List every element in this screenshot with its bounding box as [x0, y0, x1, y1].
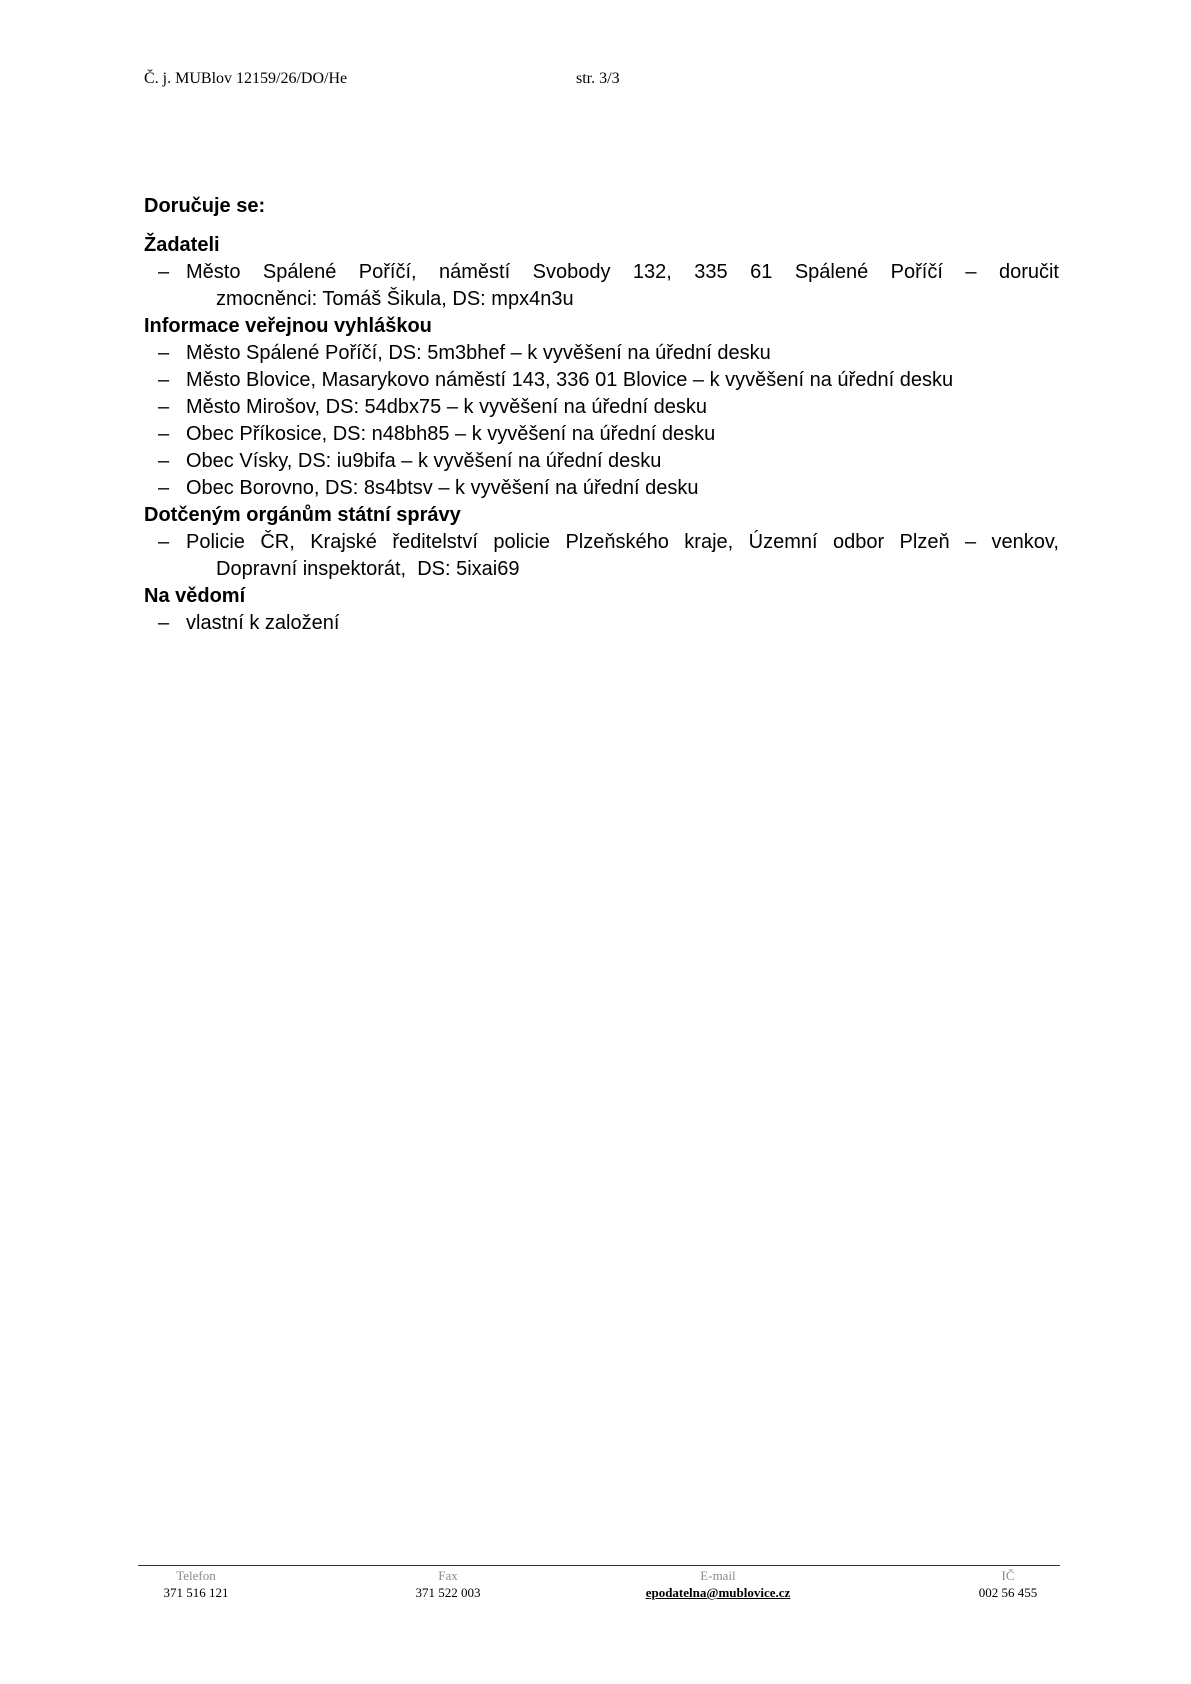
footer-email-link[interactable]: epodatelna@mublovice.cz [645, 1585, 791, 1600]
recipient-line: Policie ČR, Krajské ředitelství policie Plzeňského kraje, Územní odbor Plzeň – venkov, [186, 531, 1059, 553]
dash-bullet: – [158, 531, 170, 553]
recipient-line: Město Blovice, Masarykovo náměstí 143, 336 01 Blovice – k vyvěšení na úřední desku [186, 369, 954, 391]
page-header [144, 70, 1047, 94]
footer-phone-value: 371 516 121 [163, 1585, 229, 1600]
section-list-applicant [144, 259, 1059, 313]
dash-bullet: – [158, 423, 170, 445]
dash-bullet: – [158, 342, 170, 364]
list-item [144, 340, 1059, 367]
recipient-line-continued: zmocněnci: Tomáš Šikula, DS: mpx4n3u [216, 288, 574, 310]
footer-ic-value: 002 56 455 [978, 1585, 1038, 1600]
section-list-authorities [144, 529, 1059, 583]
list-item [144, 610, 1059, 637]
footer-ic-label: IČ [1001, 1568, 1015, 1583]
list-item [144, 367, 1059, 394]
footer-fax [393, 1566, 503, 1601]
section-list-public-notice [144, 340, 1059, 502]
footer-phone [146, 1566, 246, 1601]
recipient-line: Město Mirošov, DS: 54dbx75 – k vyvěšení na úřední desku [186, 396, 708, 418]
recipient-line: Město Spálené Poříčí, DS: 5m3bhef – k vyvěšení na úřední desku [186, 342, 771, 364]
list-item [144, 259, 1059, 313]
dash-bullet: – [158, 612, 170, 634]
dash-bullet: – [158, 261, 170, 283]
distribution-title: Doručuje se: [144, 195, 266, 217]
dash-bullet: – [158, 396, 170, 418]
footer-phone-label: Telefon [176, 1568, 216, 1583]
section-heading-authorities: Dotčeným orgánům státní správy [144, 504, 461, 526]
list-item [144, 421, 1059, 448]
footer-email [628, 1566, 808, 1601]
recipient-line: vlastní k založení [186, 612, 340, 634]
section-list-for-information [144, 610, 1059, 637]
footer-email-label: E-mail [700, 1568, 736, 1583]
list-item [144, 529, 1059, 583]
list-item [144, 394, 1059, 421]
page-number: str. 3/3 [576, 70, 620, 87]
recipient-line: Město Spálené Poříčí, náměstí Svobody 132, 335 61 Spálené Poříčí – doručit [186, 261, 1059, 283]
recipient-line: Obec Příkosice, DS: n48bh85 – k vyvěšení na úřední desku [186, 423, 716, 445]
recipient-line: Obec Vísky, DS: iu9bifa – k vyvěšení na úřední desku [186, 450, 662, 472]
section-heading-applicant: Žadateli [144, 234, 220, 256]
recipient-line-continued: Dopravní inspektorát, DS: 5ixai69 [216, 558, 520, 580]
dash-bullet: – [158, 450, 170, 472]
list-item [144, 475, 1059, 502]
dash-bullet: – [158, 477, 170, 499]
footer-fax-value: 371 522 003 [415, 1585, 481, 1600]
list-item [144, 448, 1059, 475]
recipient-line: Obec Borovno, DS: 8s4btsv – k vyvěšení na úřední desku [186, 477, 699, 499]
footer-fax-label: Fax [438, 1568, 458, 1583]
distribution-list [144, 193, 1059, 637]
reference-number: Č. j. MUBlov 12159/26/DO/He [144, 70, 348, 87]
dash-bullet: – [158, 369, 170, 391]
section-heading-public-notice: Informace veřejnou vyhláškou [144, 315, 432, 337]
page-footer [138, 1565, 1060, 1600]
footer-ic [958, 1566, 1058, 1601]
section-heading-for-information: Na vědomí [144, 585, 246, 607]
